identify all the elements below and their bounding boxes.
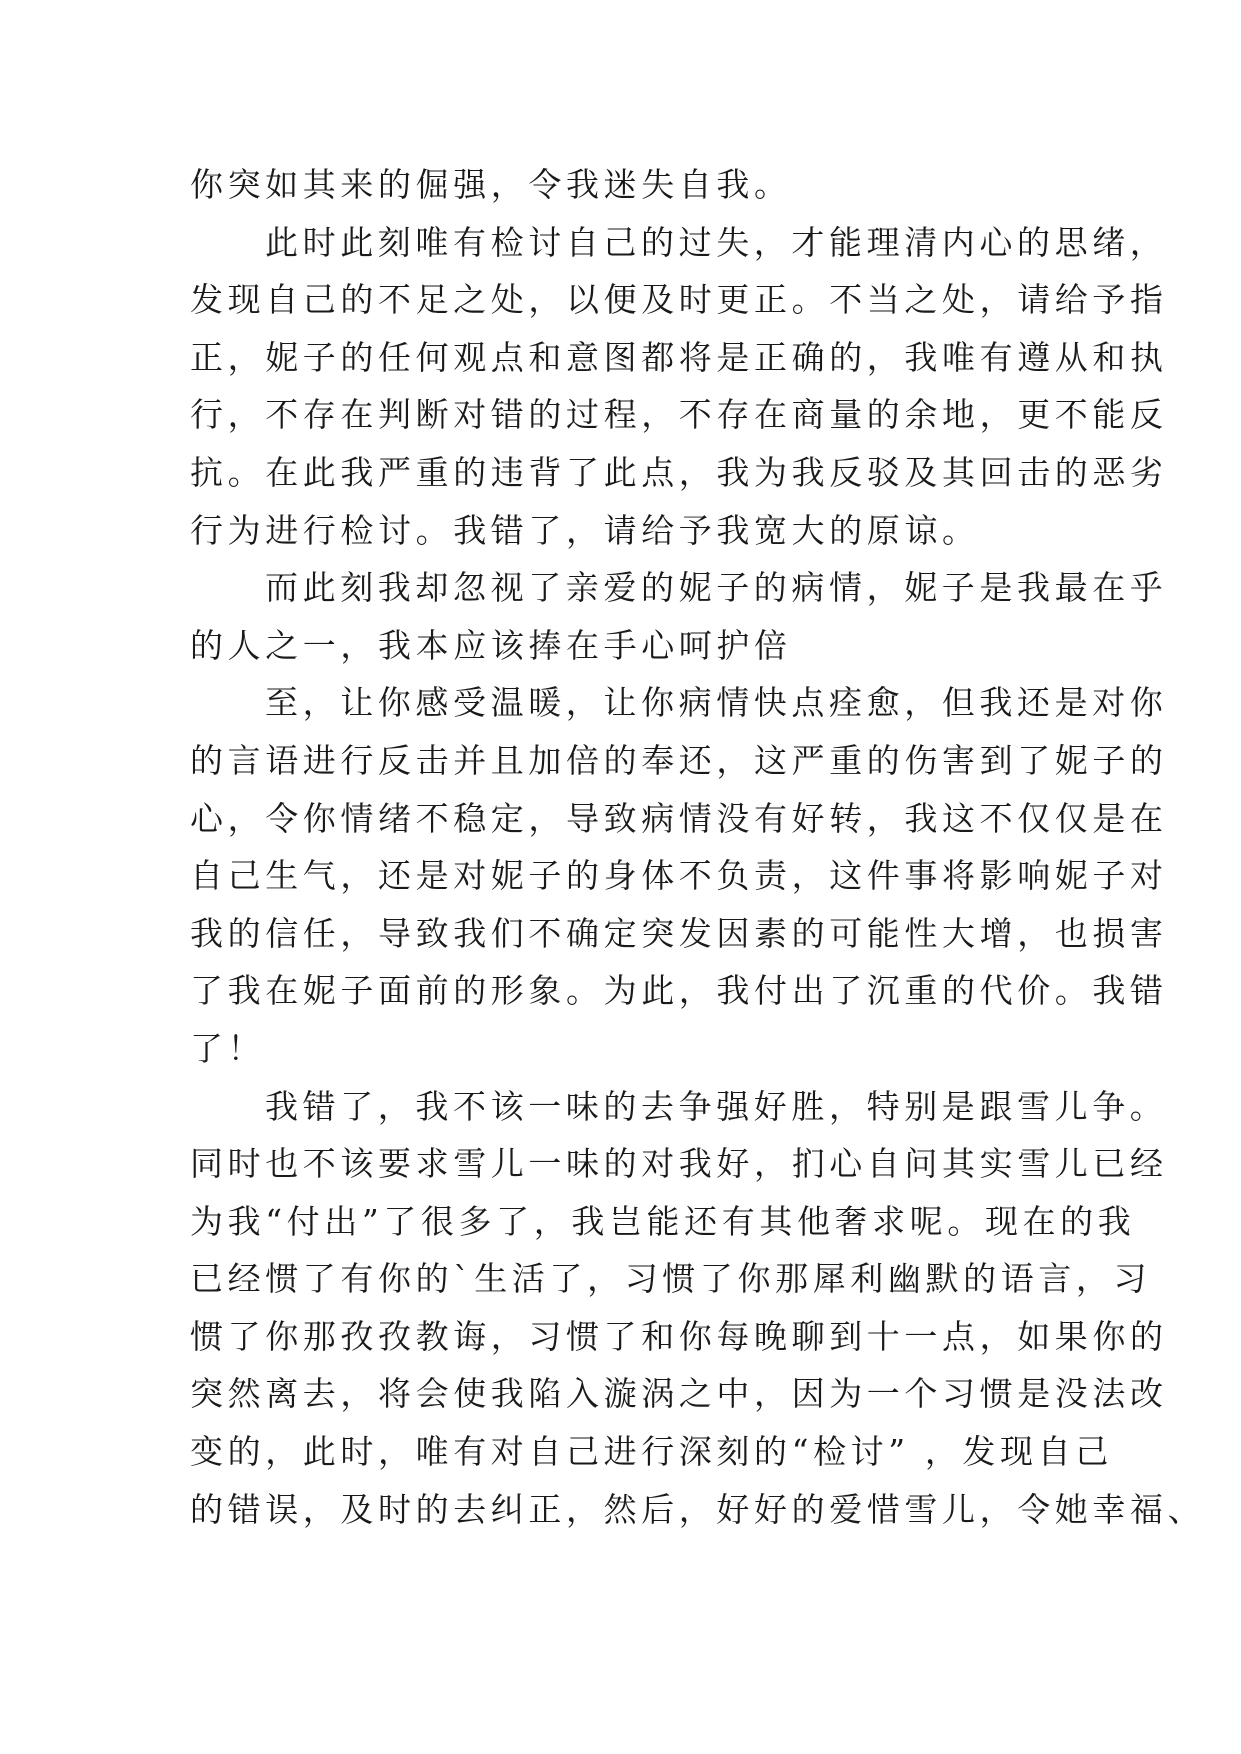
paragraph-start-line: 而此刻我却忽视了亲爱的妮子的病情，妮子是我最在乎 [265, 568, 1168, 608]
text-line: 了我在妮子面前的形象。为此，我付出了沉重的代价。我错 [190, 971, 1168, 1011]
text-line: 心，令你情绪不稳定，导致病情没有好转，我这不仅仅是在 [190, 798, 1168, 838]
text-line: 的言语进行反击并且加倍的奉还，这严重的伤害到了妮子的 [190, 740, 1168, 780]
text-line: 正，妮子的任何观点和意图都将是正确的，我唯有遵从和执 [190, 337, 1168, 377]
text-line: 了！ [190, 1028, 266, 1068]
paragraph-start-line: 我错了，我不该一味的去争强好胜，特别是跟雪儿争。 [265, 1086, 1168, 1126]
text-line: 行，不存在判断对错的过程，不存在商量的余地，更不能反 [190, 395, 1168, 435]
text-line: 已经惯了有你的`生活了，习惯了你那犀利幽默的语言，习 [190, 1259, 1152, 1299]
text-line: 的人之一，我本应该捧在手心呵护倍 [190, 625, 792, 665]
text-line: 发现自己的不足之处，以便及时更正。不当之处，请给予指 [190, 280, 1168, 320]
text-line: 的错误，及时的去纠正，然后，好好的爱惜雪儿，令她幸福、 [190, 1489, 1206, 1529]
text-line: 同时也不该要求雪儿一味的对我好，扪心自问其实雪儿已经 [190, 1144, 1168, 1184]
text-line: 自己生气，还是对妮子的身体不负责，这件事将影响妮子对 [190, 856, 1168, 896]
text-line: 惯了你那孜孜教诲，习惯了和你每晚聊到十一点，如果你的 [190, 1316, 1168, 1356]
paragraph-start-line: 至，让你感受温暖，让你病情快点痊愈，但我还是对你 [265, 683, 1168, 723]
text-line: 变的，此时，唯有对自己进行深刻的“检讨” ，发现自己 [190, 1432, 1113, 1472]
paragraph-start-line: 此时此刻唯有检讨自己的过失，才能理清内心的思绪， [265, 222, 1168, 262]
text-line: 我的信任，导致我们不确定突发因素的可能性大增，也损害 [190, 913, 1168, 953]
text-line: 你突如其来的倔强，令我迷失自我。 [190, 165, 792, 204]
document-body [190, 156, 1206, 1538]
text-line: 突然离去，将会使我陷入漩涡之中，因为一个习惯是没法改 [190, 1374, 1168, 1414]
text-line: 抗。在此我严重的违背了此点，我为我反驳及其回击的恶劣 [190, 452, 1168, 492]
text-line: 为我“付出”了很多了，我岂能还有其他奢求呢。现在的我 [190, 1201, 1136, 1241]
text-line: 行为进行检讨。我错了，请给予我宽大的原谅。 [190, 510, 980, 550]
